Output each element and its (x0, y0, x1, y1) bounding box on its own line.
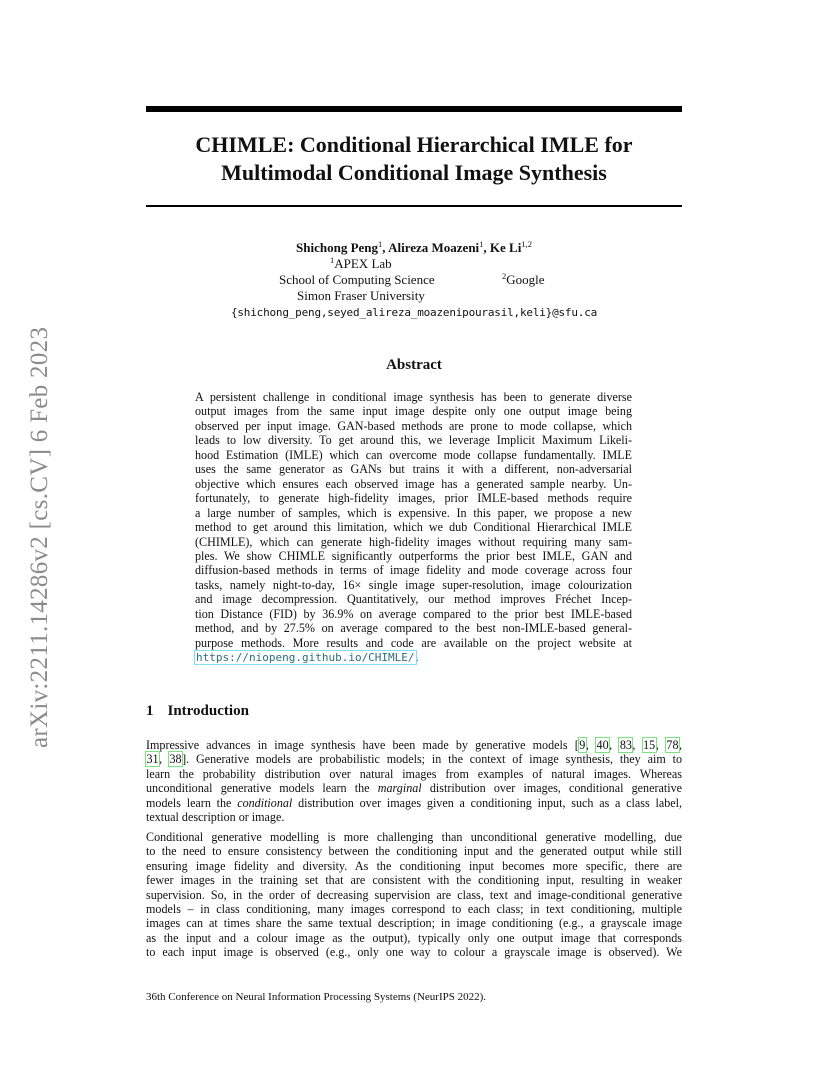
conference-footnote: 36th Conference on Neural Information Processing Systems (NeurIPS 2022). (146, 991, 487, 1003)
section-title: Introduction (167, 703, 249, 719)
abstract-line: output images from the same input image despite only one output image being (195, 404, 632, 419)
abstract-line: tion Distance (FID) by 36.9% on average compared to the prior best IMLE-based (195, 606, 632, 621)
body-line: ensuring image fidelity and diversity. As the conditioning input becomes more specific, there are (146, 858, 682, 873)
body-line (146, 781, 682, 795)
citation-link[interactable]: 40 (596, 738, 609, 752)
affiliation-university: Simon Fraser University (297, 288, 425, 303)
abstract-line: tasks, namely night-to-day, 16× single image super-resolution, image colourization (195, 577, 632, 592)
author-affil-mark: 1 (378, 239, 383, 249)
body-text: distribution over images given a conditioning input, such as a class label, (292, 795, 682, 810)
abstract-line: hood Estimation (IMLE) which can overcome mode collapse fundamentally. IMLE (195, 447, 632, 462)
affiliation-row-1 (146, 256, 682, 272)
affil-name: APEX Lab (334, 256, 392, 271)
body-line: as the input and a colour image as the output), typically only one output image that corresponds (146, 930, 682, 945)
title-bottom-rule (146, 205, 682, 207)
paragraph (146, 830, 682, 960)
paragraph (146, 738, 682, 825)
abstract-line: purpose methods. More results and code are available on the project website at (195, 635, 632, 650)
body-line: Conditional generative modelling is more challenging than unconditional generative modelling, due (146, 829, 682, 844)
abstract-line: a large number of samples, which is expensive. In this paper, we propose a new (195, 505, 632, 520)
abstract-line: fortunately, to generate high-fidelity images, prior IMLE-based methods require (195, 491, 632, 506)
abstract-period: . (415, 650, 419, 665)
author-name: Shichong Peng (296, 240, 379, 255)
citation-link[interactable]: 83 (619, 738, 632, 752)
body-line: images can at times share the same textual description; in image conditioning (e.g., a grayscale image (146, 916, 682, 931)
section-number: 1 (146, 703, 154, 719)
body-text: distribution over images, conditional generative (421, 781, 682, 796)
body-line: 31, 38]. Generative models are probabilistic models; in the context of image synthesis, they aim to (146, 752, 683, 767)
author-separator: , (382, 240, 389, 255)
body-line: supervision. So, in the order of decreasing supervision are class, text and image-conditional generative (146, 887, 682, 902)
body-text: models learn the (146, 795, 238, 810)
citation-link[interactable]: 38 (169, 752, 182, 767)
abstract-line: ples. We show CHIMLE significantly outperforms the prior best IMLE, GAN and (195, 548, 632, 563)
affiliation-dept: School of Computing Science (279, 272, 435, 287)
body-line: textual description or image. (146, 810, 285, 825)
abstract-line: A persistent challenge in conditional image synthesis has been to generate diverse (195, 390, 632, 404)
affil-mark: 1 (330, 255, 335, 265)
abstract-line: diffusion-based methods in terms of image fidelity and mode coverage across four (195, 563, 632, 578)
body-line (146, 796, 682, 810)
author-separator: , (483, 240, 490, 255)
affil-mark: 2 (502, 271, 507, 281)
author-affil-mark: 1 (479, 239, 484, 249)
citation-link[interactable]: 78 (666, 738, 679, 752)
body-line: learn the probability distribution over natural images from examples of natural images. Whereas (146, 766, 682, 781)
arxiv-identifier: arXiv:2211.14286v2 [cs.CV] 6 Feb 2023 (26, 326, 53, 748)
author-name: Alireza Moazeni (388, 240, 480, 255)
emphasis-text: marginal (377, 781, 422, 796)
body-line: to each input image is observed (e.g., only one way to colour a grayscale image is observed). We (146, 945, 682, 960)
abstract-heading: Abstract (386, 357, 442, 373)
abstract-line: objective which ensures each observed image has a generated sample nearby. Un- (195, 476, 632, 491)
body-line: fewer images in the training set that are consistent with the conditioning input, resulting in weaker (146, 873, 682, 888)
body-text: ]. Generative models are probabilistic models; in the context of image synthesis, they aim to (182, 752, 683, 767)
introduction-body (146, 738, 682, 965)
citation-link[interactable]: 15 (643, 738, 656, 752)
author-affil-mark: 1,2 (521, 239, 532, 249)
author-emails: {shichong_peng,seyed_alireza_moazenipourasil,keli}@sfu.ca (230, 306, 598, 319)
emphasis-text: conditional (237, 795, 293, 810)
title-line-1: CHIMLE: Conditional Hierarchical IMLE for (195, 132, 633, 157)
body-text: unconditional generative models learn the (146, 781, 378, 796)
project-website-link[interactable]: https://niopeng.github.io/CHIMLE/ (196, 651, 415, 665)
affil-name: Google (506, 272, 545, 287)
abstract-line: method, and by 27.5% on average compared to the best non-IMLE-based general- (195, 621, 632, 636)
body-line: to the need to ensure consistency between the conditioning input and the generated output while still (146, 844, 682, 859)
section-heading-introduction (146, 703, 249, 720)
abstract-line: observed per input image. GAN-based methods are prone to mode collapse, which (195, 418, 632, 433)
author-names (146, 240, 682, 256)
body-text: Impressive advances in image synthesis have been made by generative models [ (146, 738, 579, 752)
paper-title (146, 131, 682, 187)
abstract-body (195, 390, 632, 666)
body-line: Impressive advances in image synthesis have been made by generative models [9, 40, 83, 15, 78, (146, 738, 683, 752)
title-top-rule (146, 106, 682, 112)
body-line: models – in class conditioning, many images correspond to each class; in text conditioning, multiple (146, 901, 682, 916)
citation-link[interactable]: 31 (146, 752, 159, 767)
abstract-line: and image decompression. Quantitatively, our method improves Fréchet Incep- (195, 592, 632, 607)
abstract-line: leads to low diversity. To get around this, we leverage Implicit Maximum Likeli- (195, 433, 632, 448)
citation-link[interactable]: 9 (579, 738, 586, 752)
abstract-last-line (195, 650, 632, 665)
affiliation-google (502, 272, 545, 288)
author-block (146, 240, 682, 321)
title-line-2: Multimodal Conditional Image Synthesis (221, 160, 607, 185)
affiliation-row-2 (146, 272, 682, 288)
author-name: Ke Li (489, 240, 522, 255)
affiliation-row-3 (146, 288, 682, 304)
abstract-line: method to get around this limitation, which we dub Conditional Hierarchical IMLE (195, 520, 632, 535)
abstract-line: uses the same generator as GANs but trains it with a different, non-adversarial (195, 462, 632, 477)
abstract-line: (CHIMLE), which can generate high-fidelity images without requiring many sam- (195, 534, 632, 549)
affiliation-apex (330, 256, 392, 272)
